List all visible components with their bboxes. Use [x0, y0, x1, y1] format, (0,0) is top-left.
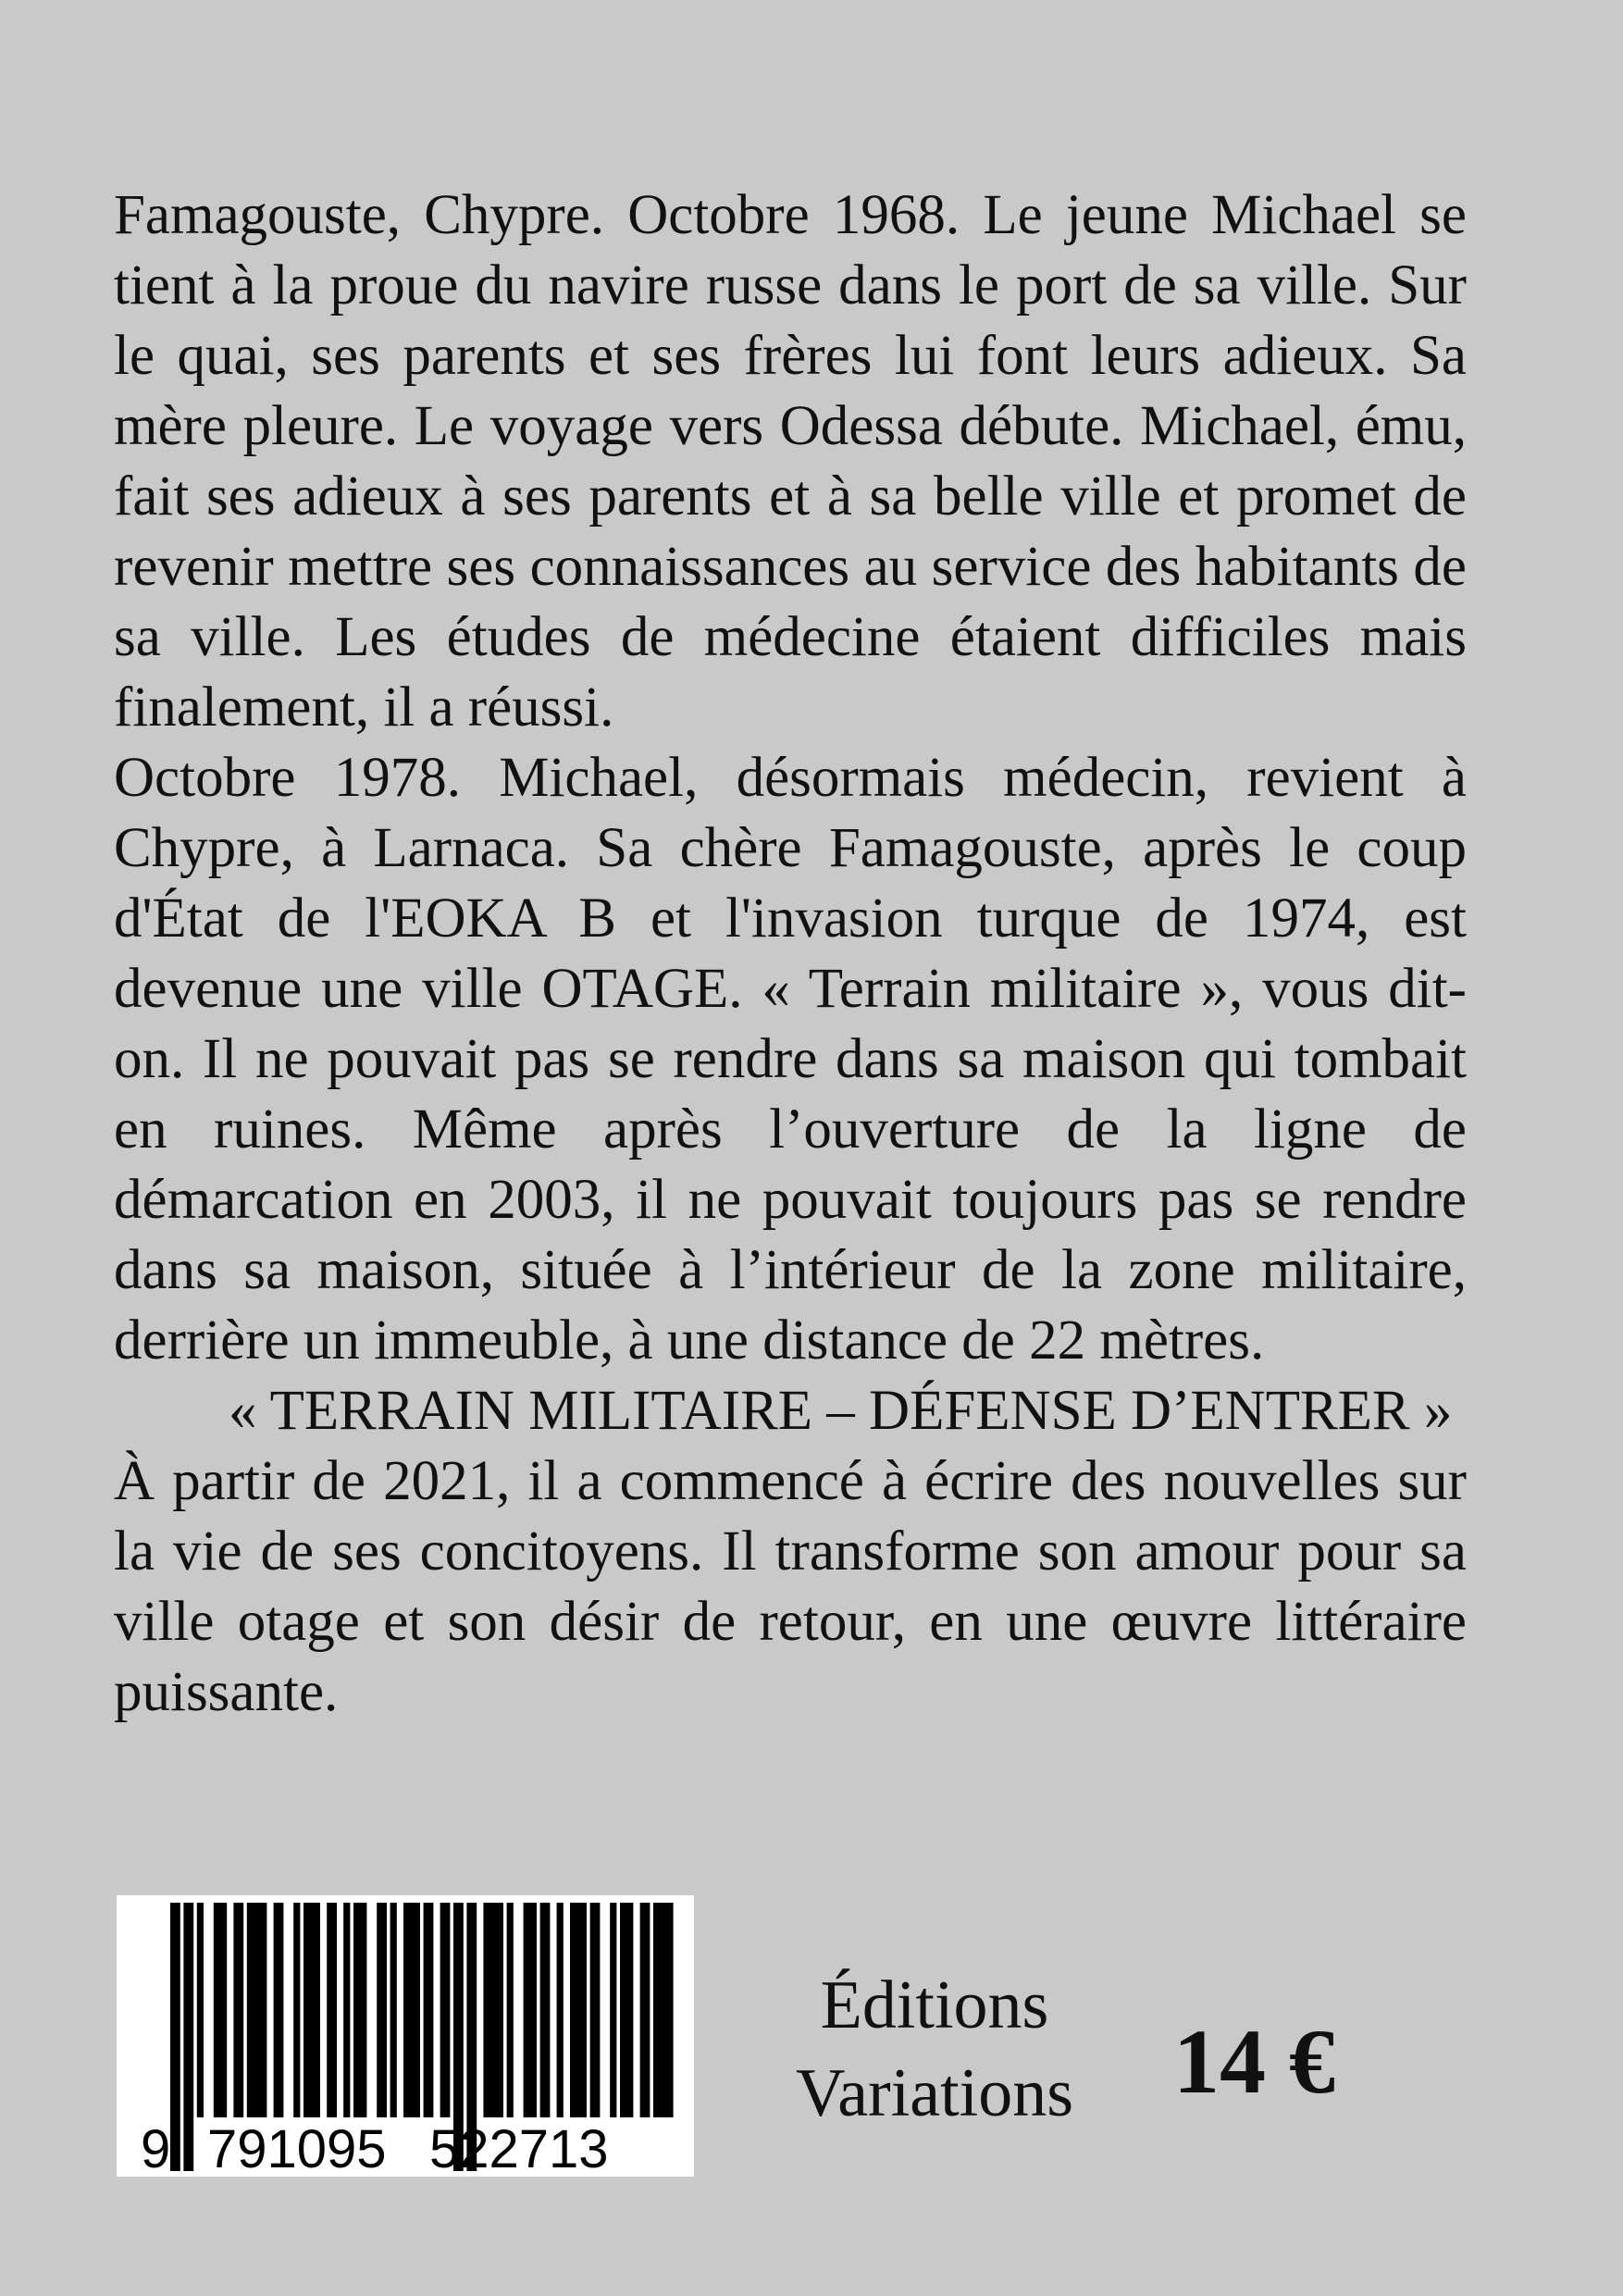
publisher-line-2: Variations	[795, 2055, 1074, 2131]
barcode-digit-first: 9	[141, 2119, 171, 2177]
barcode-bar	[233, 1903, 243, 2117]
barcode-bar	[424, 1903, 434, 2117]
publisher-line-1: Éditions	[820, 1967, 1049, 2043]
barcode-digits-right: 522713	[429, 2119, 609, 2177]
barcode-bar	[274, 1903, 284, 2117]
blurb-paragraph-2: Octobre 1978. Michael, désormais médecin, revient à Chypre, à Larnaca. Sa chère Famagouste, après le coup d'État de l'EOKA B et l'invasion turque de 1974, est devenue une ville OTAGE. « Terrain militaire », vous dit-on. Il ne pouvait pas se rendre dans sa maison qui tombait en ruines. Même après l’ouverture de la ligne de démarcation en 2003, il ne pouvait toujours pas se rendre dans sa maison, située à l’intérieur de la zone militaire, derrière un immeuble, à une distance de 22 mètres.	[114, 747, 1467, 1371]
blurb-paragraph-1: Famagouste, Chypre. Octobre 1968. Le jeune Michael se tient à la proue du navire russe dans le port de sa ville. Sur le quai, ses parents et ses frères lui font leurs adieux. Sa mère pleure. Le voyage vers Odessa débute. Michael, ému, fait ses adieux à ses parents et à sa belle ville et promet de revenir mettre ses connaissances au service des habitants de sa ville. Les études de médecine étaient difficiles mais finalement, il a réussi.	[114, 184, 1467, 738]
publisher-name	[759, 1962, 1110, 2138]
barcode-bar	[610, 1903, 616, 2117]
barcode-digits-left: 791095	[207, 2119, 387, 2177]
blurb-paragraph-3: À partir de 2021, il a commencé à écrire des nouvelles sur la vie de ses concitoyens. Il transforme son amour pour sa ville otage et son désir de retour, en une œuvre littéraire puissante.	[114, 1450, 1467, 1723]
barcode-bar	[327, 1903, 337, 2117]
barcode-bar	[653, 1903, 674, 2117]
back-cover-blurb	[114, 180, 1467, 1728]
isbn-barcode	[117, 1895, 694, 2177]
barcode-bar	[170, 1903, 180, 2171]
barcode-bar	[557, 1903, 564, 2117]
barcode-bar	[570, 1903, 587, 2117]
barcode-bar	[293, 1903, 300, 2117]
barcode-bar	[620, 1903, 633, 2117]
barcode-bar	[440, 1903, 451, 2117]
barcode-bar	[214, 1903, 227, 2117]
barcode-bar	[507, 1903, 514, 2117]
barcode-bar	[353, 1903, 366, 2117]
barcode-bar	[343, 1903, 350, 2117]
military-warning-line: « TERRAIN MILITAIRE – DÉFENSE D’ENTRER »	[229, 1380, 1453, 1442]
barcode-bar	[483, 1903, 503, 2117]
barcode-bar	[377, 1903, 387, 2117]
barcode-bar	[540, 1903, 551, 2117]
barcode-bar	[590, 1903, 601, 2117]
barcode-bar	[304, 1903, 320, 2117]
barcode-bar	[197, 1903, 204, 2117]
barcode-bar	[403, 1903, 420, 2117]
barcode-bar	[390, 1903, 397, 2117]
barcode-bar	[247, 1903, 267, 2117]
barcode-bar	[640, 1903, 650, 2117]
price-label: 14 €	[1173, 2010, 1335, 2113]
barcode-bar	[183, 1903, 193, 2171]
barcode-bar	[524, 1903, 537, 2117]
